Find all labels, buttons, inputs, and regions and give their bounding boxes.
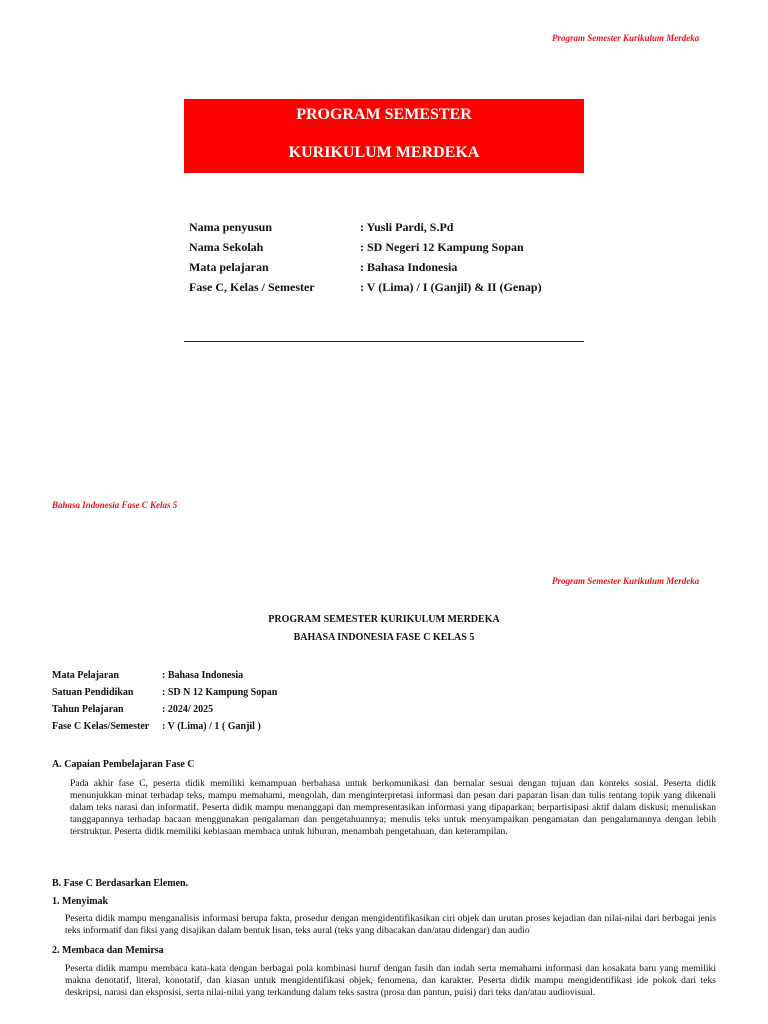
- page1-header-note: Program Semester Kurikulum Merdeka: [552, 33, 700, 43]
- cover-info-row: [189, 220, 609, 236]
- cover-info-label: Mata pelajaran: [189, 260, 269, 274]
- page1-footer-note: Bahasa Indonesia Fase C Kelas 5: [52, 500, 178, 510]
- section-b-item-title: 1. Menyimak: [52, 896, 109, 907]
- section-b-item-title: 2. Membaca dan Memirsa: [52, 945, 164, 956]
- cover-info-value: : Bahasa Indonesia: [360, 260, 458, 274]
- doc-info-label: Satuan Pendidikan: [52, 687, 134, 698]
- cover-info-row: [189, 260, 609, 276]
- cover-info-label: Fase C, Kelas / Semester: [189, 280, 315, 294]
- cover-title-line1: PROGRAM SEMESTER: [296, 106, 472, 123]
- doc-info-value: : V (Lima) / 1 ( Ganjil ): [162, 721, 261, 732]
- doc-info-row: [52, 721, 472, 735]
- cover-title-line2: KURIKULUM MERDEKA: [288, 144, 480, 161]
- cover-info-value: : Yusli Pardi, S.Pd: [360, 220, 454, 234]
- cover-title-box: [184, 99, 584, 173]
- doc-info-label: Mata Pelajaran: [52, 670, 119, 681]
- doc-title-line2: BAHASA INDONESIA FASE C KELAS 5: [293, 632, 475, 643]
- section-a-heading: A. Capaian Pembelajaran Fase C: [52, 759, 195, 770]
- section-b-item-text: Peserta didik mampu menganalisis informasi berupa fakta, prosedur dengan mengidentifikasikan ciri objek dan urutan proses kejadian dan nilai-nilai dari berbagai jenis teks informatif dan fiksi yang disajikan dalam bentuk lisan, teks aural (teks yang dibacakan dan/atau didengar) dan audio: [65, 913, 716, 936]
- doc-info-label: Tahun Pelajaran: [52, 704, 124, 715]
- section-b-item-text: Peserta didik mampu membaca kata-kata dengan berbagai pola kombinasi huruf dengan fasih dan indah serta memahami informasi dan kosakata baru yang memiliki makna denotatif, literal, konotatif, dan kiasan untuk mengidentifikasi objek, fenomena, dan karakter. Peserta didik mampu mengidentifikasi ide pokok dari teks deskripsi, narasi dan eksposisi, serta nilai-nilai yang terkandung dalam teks sastra (prosa dan pantun, puisi) dari teks dan/atau audiovisual.: [65, 963, 716, 998]
- doc-info-row: [52, 704, 472, 718]
- section-a-text: Pada akhir fase C, peserta didik memiliki kemampuan berbahasa untuk berkomunikasi dan bernalar sesuai dengan tujuan dan konteks sosial. Peserta didik menunjukkan minat terhadap teks, mampu memahami, mengolah, dan menginterpretasi informasi dan pesan dari paparan lisan dan tulis tentang topik yang dikenali dalam teks narasi dan informatif. Peserta didik mampu menanggapi dan mempresentasikan informasi yang dipaparkan; berpartisipasi aktif dalam diskusi; menuliskan tanggapannya terhadap bacaan menggunakan pengalaman dan pengetahuannya; menulis teks untuk menyampaikan pengamatan dan pengalamannya dengan lebih terstruktur. Peserta didik memiliki kebiasaan membaca untuk hiburan, menambah pengetahuan, dan keterampilan.: [70, 778, 716, 837]
- doc-title-line1: PROGRAM SEMESTER KURIKULUM MERDEKA: [268, 614, 500, 625]
- doc-info-label: Fase C Kelas/Semester: [52, 721, 150, 732]
- doc-info-row: [52, 687, 472, 701]
- cover-info-value: : SD Negeri 12 Kampung Sopan: [360, 240, 524, 254]
- cover-info-value: : V (Lima) / I (Ganjil) & II (Genap): [360, 280, 542, 294]
- cover-info-label: Nama Sekolah: [189, 240, 264, 254]
- section-b-heading: B. Fase C Berdasarkan Elemen.: [52, 878, 189, 889]
- doc-info-value: : SD N 12 Kampung Sopan: [162, 687, 278, 698]
- cover-info-row: [189, 280, 609, 296]
- cover-divider: [184, 341, 584, 342]
- doc-info-value: : 2024/ 2025: [162, 704, 214, 715]
- doc-info-row: [52, 670, 472, 684]
- page2-header-note: Program Semester Kurikulum Merdeka: [552, 576, 700, 586]
- cover-info-label: Nama penyusun: [189, 220, 273, 234]
- doc-info-value: : Bahasa Indonesia: [162, 670, 244, 681]
- cover-info-row: [189, 240, 609, 256]
